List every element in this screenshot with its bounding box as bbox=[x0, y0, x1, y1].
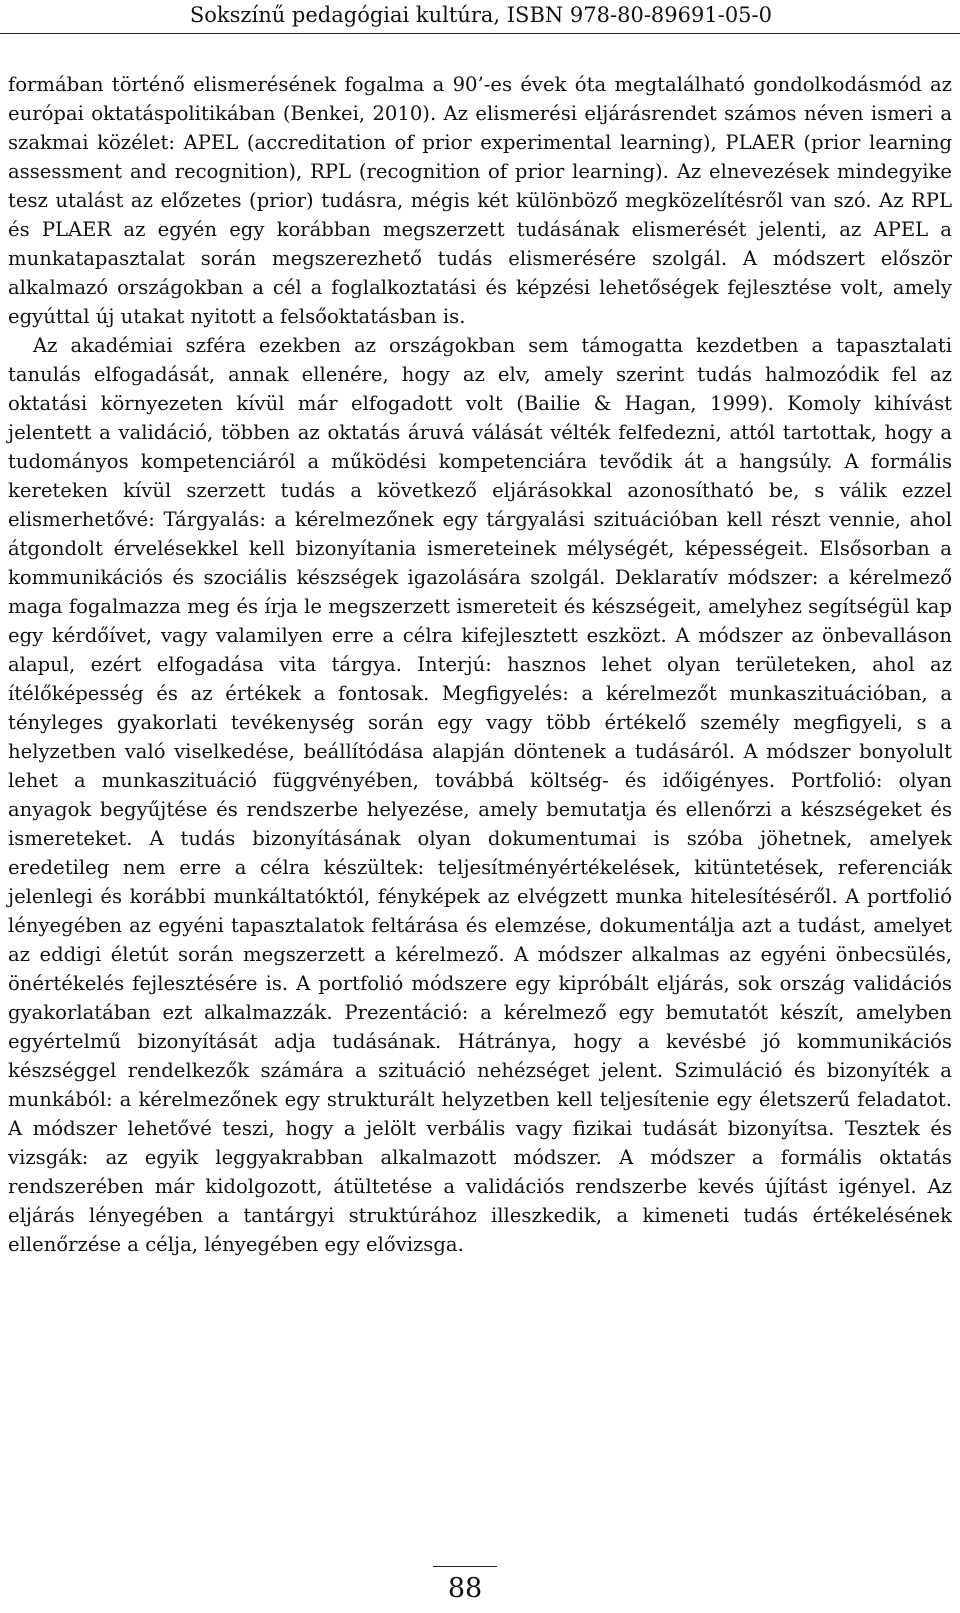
page-header bbox=[0, 0, 960, 34]
footer-divider bbox=[433, 1566, 497, 1567]
header-divider bbox=[0, 33, 960, 34]
body-text bbox=[8, 70, 952, 1259]
running-header-title: Sokszínű pedagógiai kultúra, ISBN 978-80-89691-05-0 bbox=[189, 3, 772, 27]
page-footer bbox=[0, 1560, 960, 1613]
paragraph-academic-sphere: Az akadémiai szféra ezekben az országokban sem támogatta kezdetben a tapasztalati tanulás elfogadását, annak ellenére, hogy az elv, amely szerint tudás halmozódik fel az oktatási környezeten kívül már elfogadott volt (Bailie & Hagan, 1999). Komoly kihívást jelentett a validáció, többen az oktatás áruvá válását vélték felfedezni, attól tartottak, hogy a tudományos kompetenciáról a működési kompetenciára tevődik át a hangsúly. A formális kereteken kívül szerzett tudás a következő eljárásokkal azonosítható be, s válik ezzel elismerhetővé: Tárgyalás: a kérelmezőnek egy tárgyalási szituációban kell részt vennie, ahol átgondolt érvelésekkel kell bizonyítania ismereteinek mélységét, képességeit. Elsősorban a kommunikációs és szociális készségek igazolására szolgál. Deklaratív módszer: a kérelmező maga fogalmazza meg és írja le megszerzett ismereteit és készségeit, amelyhez segítségül kap egy kérdőívet, vagy valamilyen erre a célra kifejlesztett eszközt. A módszer az önbevalláson alapul, ezért elfogadása vita tárgya. Interjú: hasznos lehet olyan területeken, ahol az ítélőképesség és az értékek a fontosak. Megfigyelés: a kérelmezőt munkaszituációban, a tényleges gyakorlati tevékenység során egy vagy több értékelő személy megfigyeli, s a helyzetben való viselkedése, beállítódása alapján döntenek a tudásáról. A módszer bonyolult lehet a munkaszituáció függvényében, továbbá költség- és időigényes. Portfolió: olyan anyagok begyűjtése és rendszerbe helyezése, amely bemutatja és ellenőrzi a készségeket és ismereteket. A tudás bizonyításának olyan dokumentumai is szóba jöhetnek, amelyek eredetileg nem erre a célra készültek: teljesítményértékelések, kitüntetések, referenciák jelenlegi és korábbi munkáltatóktól, fényképek az elvégzett munka hitelesítéséről. A portfolió lényegében az egyéni tapasztalatok feltárása és elemzése, dokumentálja azt a tudást, amelyet az eddigi életút során megszerzett a kérelmező. A módszer alkalmas az egyéni önbecsülés, önértékelés fejlesztésére is. A portfolió módszere egy kipróbált eljárás, sok ország validációs gyakorlatában ezt alkalmazzák. Prezentáció: a kérelmező egy bemutatót készít, amelyben egyértelmű bizonyítását adja tudásának. Hátránya, hogy a kevésbé jó kommunikációs készséggel rendelkezők számára a szituáció nehézséget jelent. Szimuláció és bizonyíték a munkából: a kérelmezőnek egy strukturált helyzetben kell teljesítenie egy életszerű feladatot. A módszer lehetővé teszi, hogy a jelölt verbális vagy fizikai tudását bizonyítsa. Tesztek és vizsgák: az egyik leggyakrabban alkalmazott módszer. A módszer a formális oktatás rendszerében már kidolgozott, átültetése a validációs rendszerbe kevés újítást igényel. Az eljárás lényegében a tantárgyi struktúrához illeszkedik, a kimeneti tudás értékelésének ellenőrzése a célja, lényegében egy elővizsga. bbox=[8, 334, 952, 1256]
paragraph-continuation: formában történő elismerésének fogalma a 90’-es évek óta megtalálható gondolkodásmód az európai oktatáspolitikában (Benkei, 2010). Az elismerési eljárásrendet számos néven ismeri a szakmai közélet: APEL (accreditation of prior experimental learning), PLAER (prior learning assessment and recognition), RPL (recognition of prior learning). Az elnevezések mindegyike tesz utalást az előzetes (prior) tudásra, mégis két különböző megközelítésről van szó. Az RPL és PLAER az egyén egy korábban megszerzett tudásának elismerését jelenti, az APEL a munkatapasztalat során megszerezhető tudás elismerésére szolgál. A módszert először alkalmazó országokban a cél a foglalkoztatási és képzési lehetőségek fejlesztése volt, amely egyúttal új utakat nyitott a felsőoktatásban is. bbox=[8, 73, 952, 328]
page-number: 88 bbox=[447, 1573, 483, 1604]
